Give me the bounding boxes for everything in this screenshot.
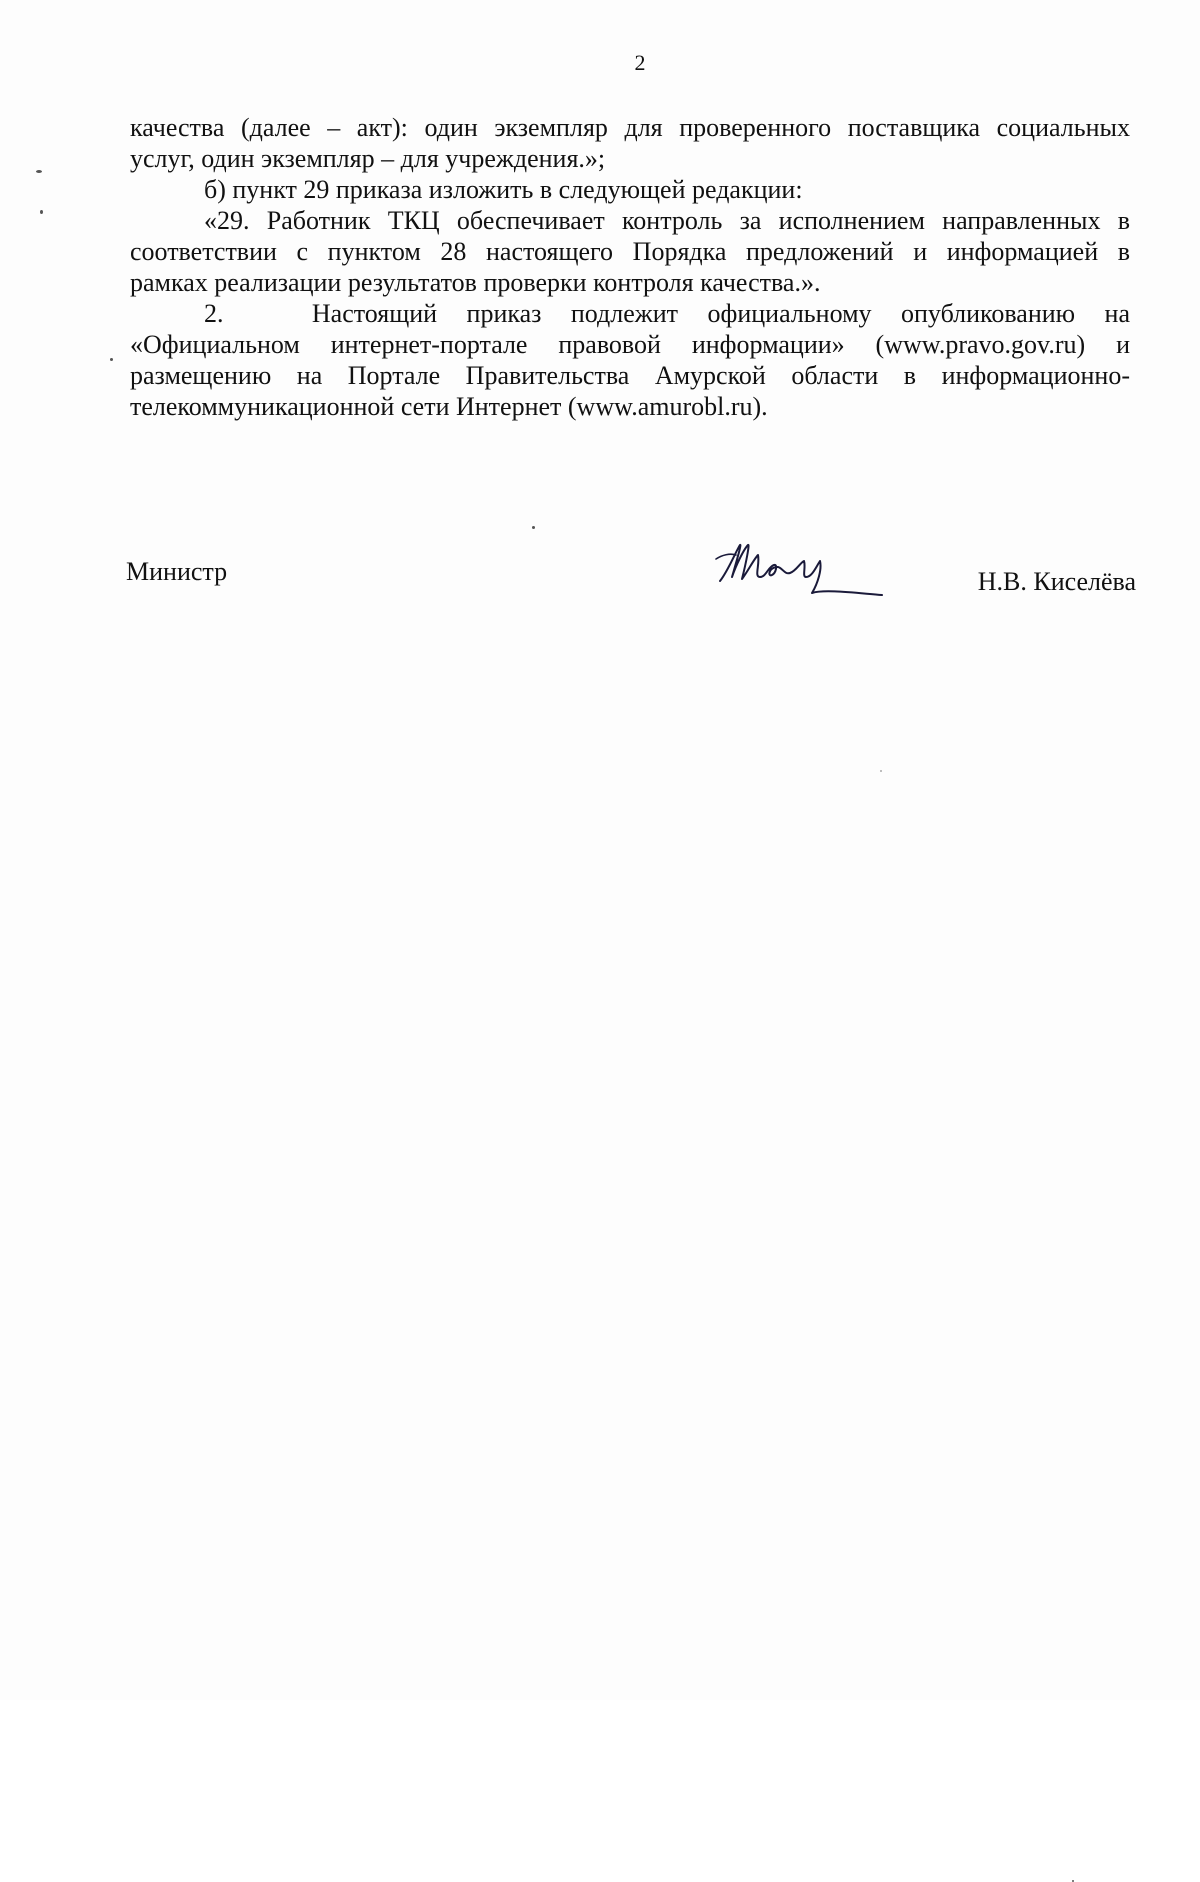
scan-speck [40,210,43,214]
text-line: б) пункт 29 приказа изложить в следующей редакции: [204,175,803,204]
signer-position: Министр [126,557,228,586]
text-line: размещению на Портале Правительства Амурской области в информационно- [130,361,1130,390]
text-line: услуг, один экземпляр – для учреждения.»; [130,144,606,173]
text-line: «29. Работник ТКЦ обеспечивает контроль за исполнением направленных в [204,206,1130,235]
scan-speck [532,526,535,529]
paragraph-item-2 [130,298,1130,422]
scan-speck [110,358,113,361]
text-line: «Официальном интернет-портале правовой информации» (www.pravo.gov.ru) и [130,330,1130,359]
paragraph-item-29 [130,205,1130,298]
text-line: соответствии с пунктом 28 настоящего Порядка предложений и информацией в [130,237,1130,266]
scan-speck [880,770,882,772]
text-line: 2. Настоящий приказ подлежит официальному опубликованию на [204,299,1130,328]
text-line: телекоммуникационной сети Интернет (www.amurobl.ru). [130,392,768,421]
document-body [130,112,1130,422]
text-line: рамках реализации результатов проверки контроля качества.». [130,268,821,297]
signature-block [126,545,1136,615]
page-number: 2 [634,50,646,75]
signature-icon [706,537,886,599]
paragraph-continuation [130,112,1130,174]
scan-speck [36,170,42,173]
signer-name: Н.В. Киселёва [977,567,1136,596]
text-line: качества (далее – акт): один экземпляр для проверенного поставщика социальных [130,113,1130,142]
paragraph-item-b [130,174,1130,205]
